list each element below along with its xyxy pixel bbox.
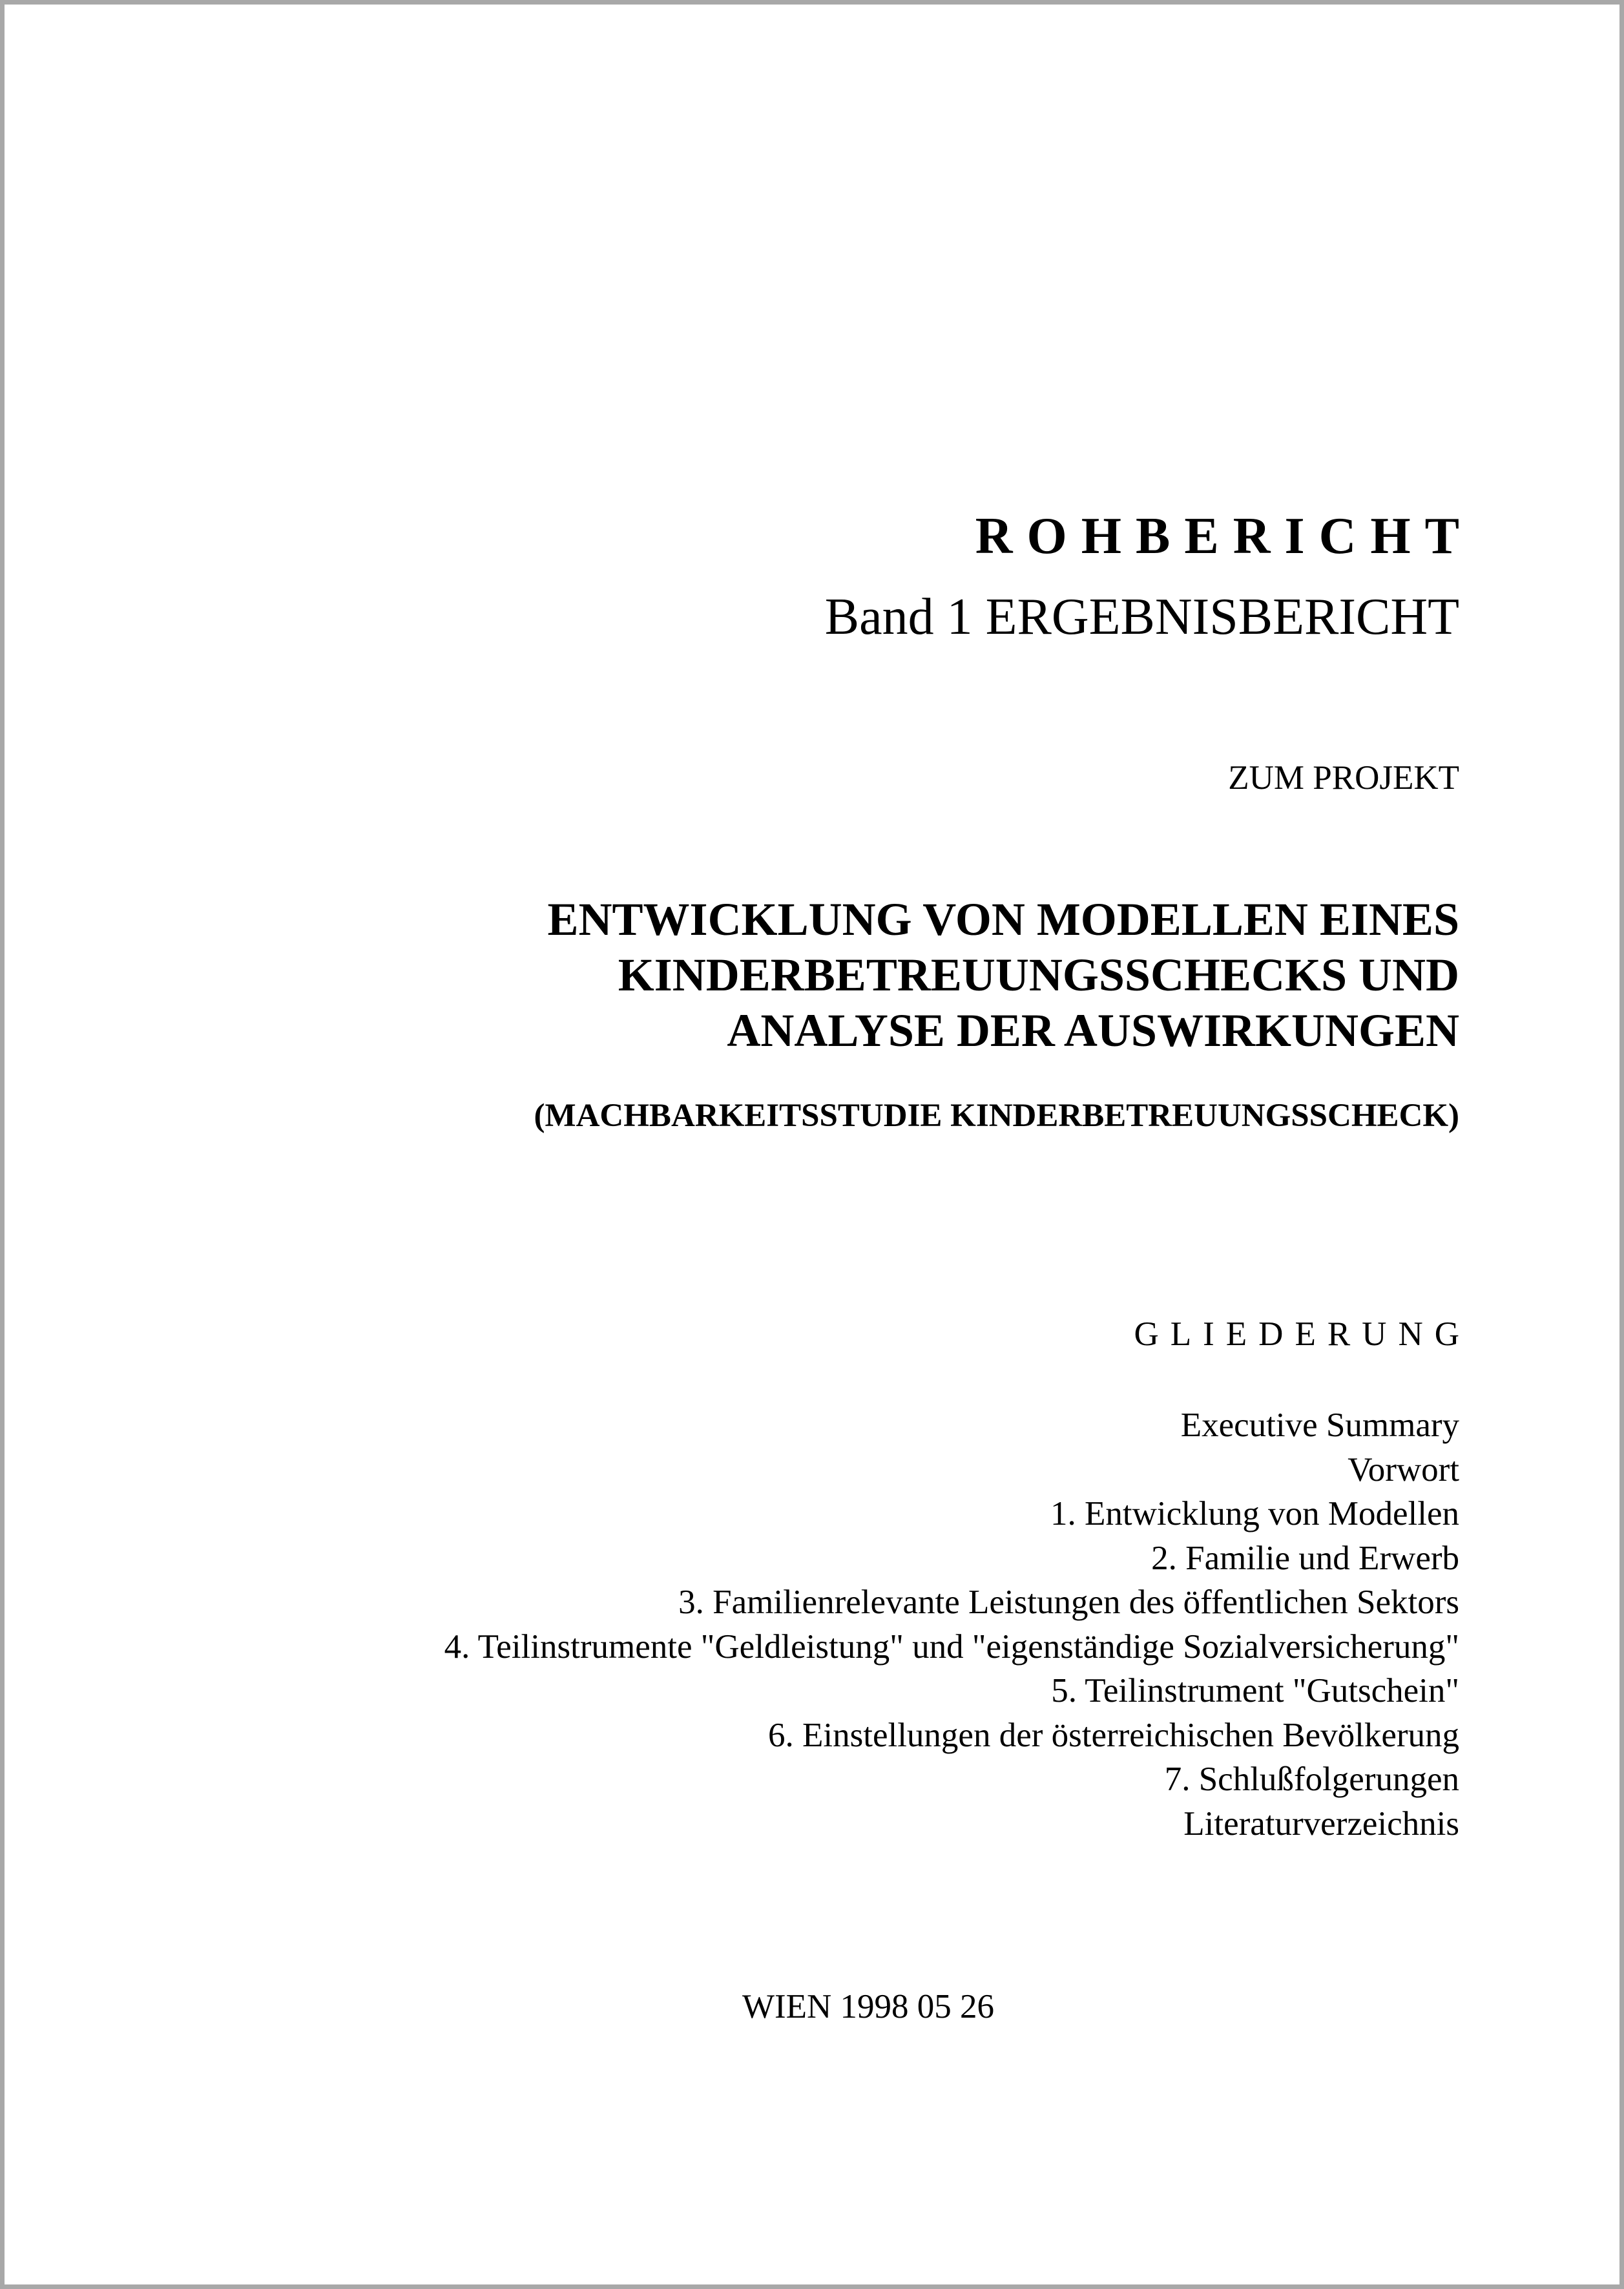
project-heading-line: KINDERBETREUUNGSSCHECKS UND	[618, 949, 1459, 1001]
outline-item: 4. Teilinstrumente "Geldleistung" und "eigenständige Sozialversicherung"	[444, 1627, 1459, 1666]
outline-title: GLIEDERUNG	[1134, 1315, 1471, 1353]
outline-item: 2. Familie und Erwerb	[1151, 1539, 1459, 1577]
project-kicker: ZUM PROJEKT	[1228, 759, 1459, 797]
report-subtitle: Band 1 ERGEBNISBERICHT	[824, 589, 1459, 645]
date-line: WIEN 1998 05 26	[742, 1988, 995, 2025]
project-heading-line: ENTWICKLUNG VON MODELLEN EINES	[547, 894, 1459, 945]
outline-item: Executive Summary	[1180, 1406, 1459, 1444]
outline-list	[444, 1403, 1459, 1846]
project-heading	[548, 892, 1460, 1058]
outline-item: 5. Teilinstrument "Gutschein"	[1051, 1672, 1459, 1709]
outline-item: 3. Familienrelevante Leistungen des öffentlichen Sektors	[678, 1583, 1459, 1621]
outline-item: 7. Schlußfolgerungen	[1164, 1761, 1459, 1798]
report-title: ROHBERICHT	[975, 508, 1473, 565]
outline-item: Literaturverzeichnis	[1183, 1804, 1459, 1843]
study-parenthetical: (MACHBARKEITSSTUDIE KINDERBETREUUNGSSCHECK)	[534, 1098, 1459, 1134]
project-heading-line: ANALYSE DER AUSWIRKUNGEN	[727, 1005, 1459, 1056]
outline-item: 1. Entwicklung von Modellen	[1050, 1495, 1459, 1532]
outline-item: 6. Einstellungen der österreichischen Bevölkerung	[768, 1716, 1459, 1754]
outline-item: Vorwort	[1348, 1450, 1459, 1489]
